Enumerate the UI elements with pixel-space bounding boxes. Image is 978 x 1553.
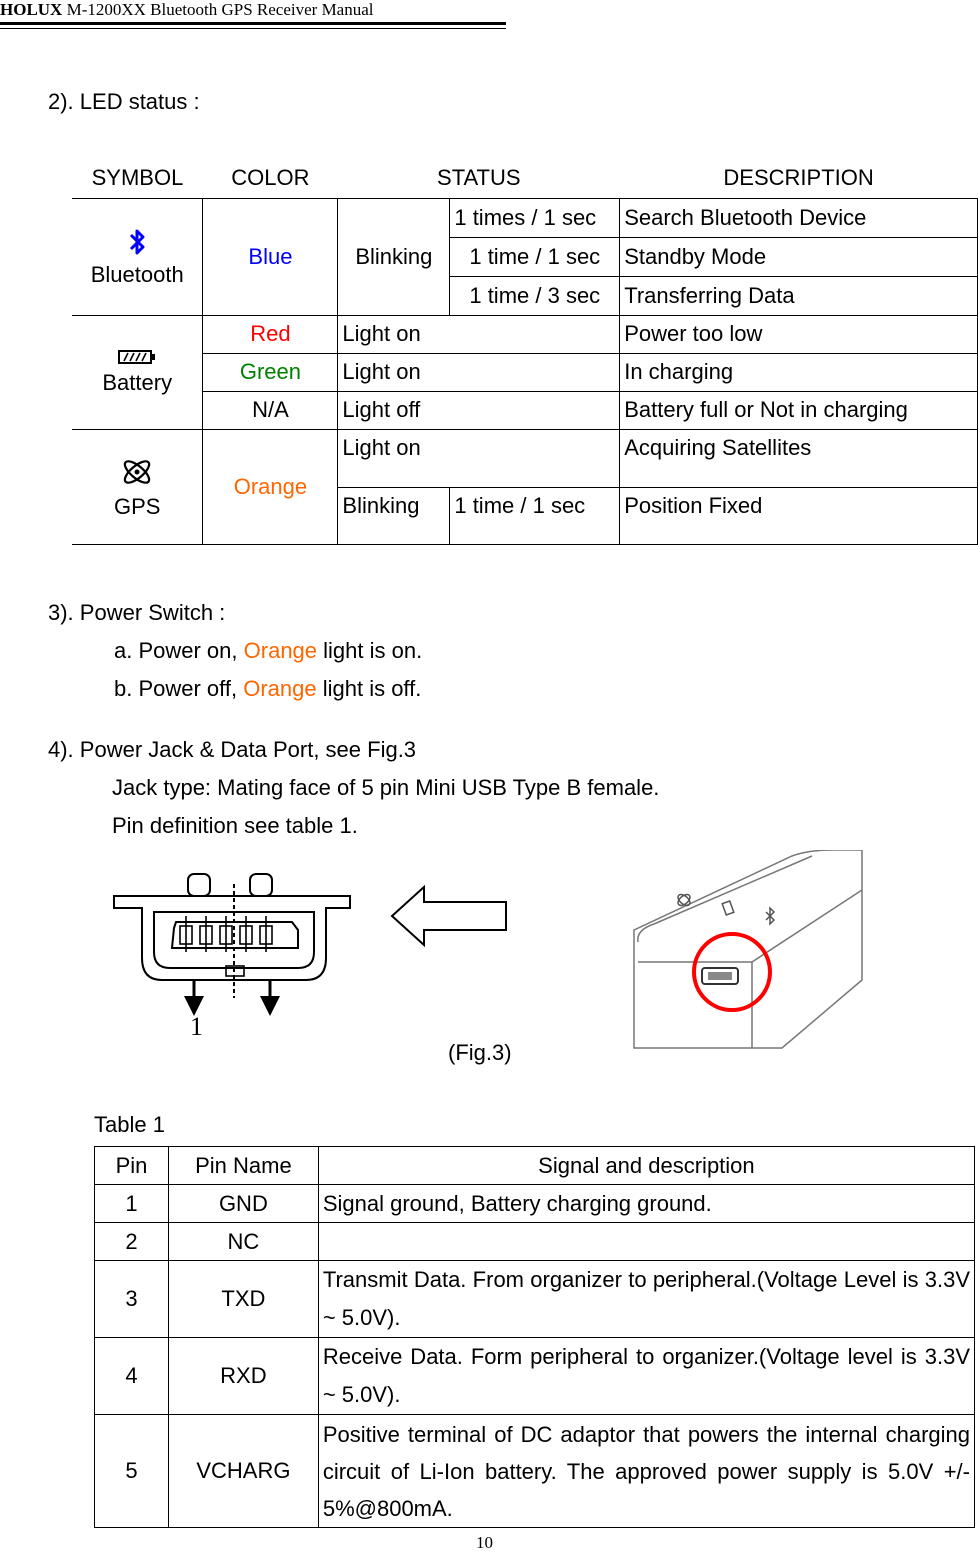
pin-definition-text: Pin definition see table 1. [112, 813, 358, 838]
pin-number: 1 [95, 1185, 169, 1223]
bluetooth-rate: 1 time / 3 sec [450, 276, 620, 315]
power-off-suffix: light is off. [316, 676, 422, 701]
pin-name: GND [168, 1185, 318, 1223]
led-header-description: DESCRIPTION [620, 159, 978, 198]
header-manual-title: M-1200XX Bluetooth GPS Receiver Manual [66, 0, 374, 19]
pin-name: RXD [168, 1338, 318, 1415]
bluetooth-desc: Transferring Data [620, 276, 978, 315]
bluetooth-desc: Standby Mode [620, 237, 978, 276]
power-switch-heading: 3). Power Switch : [48, 600, 226, 625]
header-rule-thick [0, 22, 506, 25]
battery-status: Light off [338, 391, 620, 429]
battery-status: Light on [338, 315, 620, 353]
table1-title: Table 1 [94, 1112, 165, 1137]
gps-desc: Position Fixed [620, 487, 978, 544]
gps-desc: Acquiring Satellites [620, 429, 978, 487]
battery-icon [118, 349, 156, 365]
pin-description: Positive terminal of DC adaptor that powers the internal charging circuit of Li-Ion battery. The approved power supply is 5.0V +/- 5%@800mA. [318, 1415, 974, 1528]
power-jack-heading: 4). Power Jack & Data Port, see Fig.3 [48, 737, 417, 762]
gps-symbol-cell [72, 429, 203, 544]
table-row [95, 1223, 975, 1261]
figure-caption: (Fig.3) [448, 1040, 512, 1065]
pin-description: Transmit Data. From organizer to peripheral.(Voltage Level is 3.3V ~ 5.0V). [318, 1261, 974, 1338]
gps-status: Blinking [338, 487, 450, 544]
battery-status: Light on [338, 353, 620, 391]
power-off-line [114, 676, 421, 702]
led-status-heading: 2). LED status : [48, 89, 200, 114]
bluetooth-desc: Search Bluetooth Device [620, 198, 978, 237]
battery-label: Battery [102, 370, 173, 395]
table-row [95, 1261, 975, 1338]
power-on-line [114, 638, 422, 664]
pin-description [318, 1223, 974, 1261]
pin-number: 5 [95, 1415, 169, 1528]
bluetooth-rate: 1 times / 1 sec [450, 198, 620, 237]
power-on-prefix: a. Power on, [114, 638, 244, 663]
bluetooth-icon [128, 227, 146, 257]
pin-definition-table [94, 1146, 975, 1528]
battery-color-green: Green [203, 353, 338, 391]
battery-color-na: N/A [203, 391, 338, 429]
bluetooth-label: Bluetooth [90, 261, 184, 287]
gps-satellite-icon [119, 455, 155, 489]
gps-label: GPS [113, 493, 161, 519]
pin-name: TXD [168, 1261, 318, 1338]
left-arrow-icon [390, 885, 510, 947]
pin-name: NC [168, 1223, 318, 1261]
pin-header-signal: Signal and description [318, 1147, 974, 1185]
gps-rate: 1 time / 1 sec [450, 487, 620, 544]
battery-color-red: Red [203, 315, 338, 353]
header-brand: HOLUX [0, 0, 63, 19]
bluetooth-color: Blue [203, 198, 338, 315]
table-row [95, 1338, 975, 1415]
gps-color: Orange [203, 429, 338, 544]
led-header-color: COLOR [203, 159, 338, 198]
led-header-status: STATUS [338, 159, 620, 198]
led-status-table [72, 159, 978, 545]
bluetooth-symbol-cell [72, 198, 203, 315]
mini-usb-connector-drawing [110, 868, 360, 1018]
gps-status: Light on [338, 429, 620, 487]
pin-description: Receive Data. Form peripheral to organizer.(Voltage level is 3.3V ~ 5.0V). [318, 1338, 974, 1415]
figure-pin-1-label: 1 [190, 1012, 203, 1041]
bluetooth-rate: 1 time / 1 sec [450, 237, 620, 276]
pin-name: VCHARG [168, 1415, 318, 1528]
led-header-symbol: SYMBOL [72, 159, 203, 198]
power-on-color-word: Orange [243, 638, 318, 663]
power-off-color-word: Orange [243, 676, 317, 701]
pin-number: 4 [95, 1338, 169, 1415]
table-row [95, 1185, 975, 1223]
battery-desc: Power too low [620, 315, 978, 353]
battery-symbol-cell [72, 315, 203, 429]
battery-desc: In charging [620, 353, 978, 391]
gps-device-illustration [632, 850, 864, 1050]
pin-header-pin: Pin [95, 1147, 169, 1185]
pin-number: 3 [95, 1261, 169, 1338]
header-rule-thin [0, 28, 506, 29]
jack-type-text: Jack type: Mating face of 5 pin Mini USB Type B female. [112, 775, 660, 800]
pin-number: 2 [95, 1223, 169, 1261]
bluetooth-status: Blinking [338, 198, 450, 315]
running-header [0, 0, 374, 20]
pin-description: Signal ground, Battery charging ground. [318, 1185, 974, 1223]
page-number: 10 [476, 1533, 493, 1552]
table-row [95, 1415, 975, 1528]
power-on-suffix: light is on. [317, 638, 423, 663]
power-off-prefix: b. Power off, [114, 676, 244, 701]
battery-desc: Battery full or Not in charging [620, 391, 978, 429]
pin-header-name: Pin Name [168, 1147, 318, 1185]
